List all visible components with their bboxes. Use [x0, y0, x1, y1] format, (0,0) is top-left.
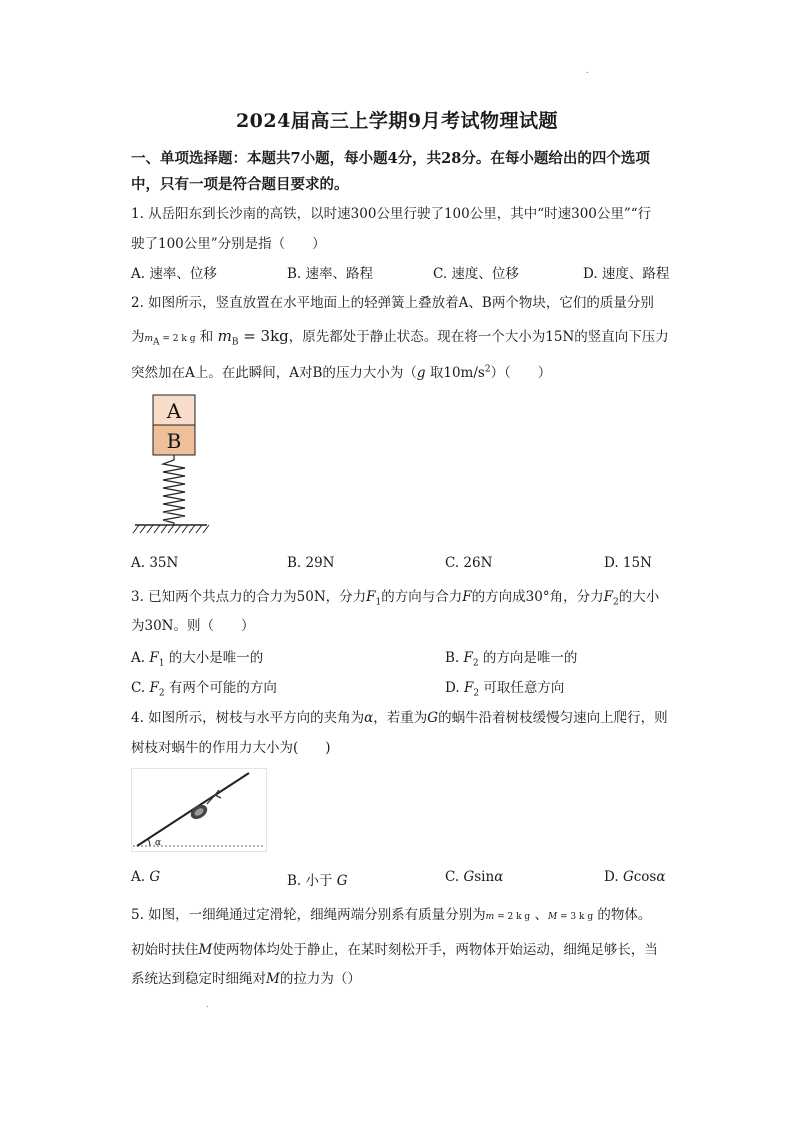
- q4-text: ，若重为: [373, 710, 428, 726]
- q3-sub: 1: [158, 658, 165, 669]
- q3-sub: 2: [472, 658, 479, 669]
- q4-g-symbol: G: [622, 869, 634, 885]
- q3-f-symbol: F: [462, 589, 472, 605]
- q5-text: 、: [530, 907, 548, 923]
- q4-option-d: [604, 869, 665, 885]
- page-title: 2024届高三上学期9月考试物理试题: [235, 110, 559, 132]
- q3-option-a: [131, 646, 263, 669]
- q5-capm-symbol: M: [198, 942, 213, 958]
- q3-text: 3. 已知两个共点力的合力为50N，分力: [131, 589, 367, 605]
- q2-text: ）（ ）: [490, 365, 552, 381]
- q5-text: 的拉力为（）: [279, 971, 361, 987]
- angle-label: α: [155, 838, 162, 848]
- q3-f-symbol: F: [149, 680, 159, 696]
- q3-text: 的方向是唯一的: [482, 650, 578, 666]
- q2-stem-line2: [131, 325, 669, 348]
- q2-text: 突然加在A上。在此瞬间，A对B的压力大小为（: [131, 365, 417, 381]
- q4-text: A.: [131, 869, 150, 885]
- q4-text: 的蜗牛沿着树枝缓慢匀速向上爬行，则: [438, 710, 668, 726]
- q2-ma-symbol: m: [144, 334, 154, 344]
- footer-dot: .: [206, 1000, 209, 1009]
- q2-option-b: B. 29N: [287, 555, 335, 571]
- q3-text: B.: [445, 650, 460, 666]
- q5-m-value: = 2 k g: [494, 912, 531, 922]
- q3-stem-line2: 为30N。则（ ）: [131, 618, 255, 634]
- angle-arc: [148, 839, 150, 846]
- q3-text: A.: [131, 650, 146, 666]
- header-dot: .: [586, 66, 589, 75]
- q2-g-sup: 2: [484, 364, 491, 375]
- q4-option-a: [131, 869, 160, 885]
- spring: [163, 455, 185, 525]
- q5-stem-line2: [131, 938, 658, 958]
- q4-stem-line1: [131, 706, 668, 726]
- q3-stem-line1: [131, 585, 659, 608]
- q1-option-d: D. 速度、路程: [583, 266, 670, 282]
- q2-ma-sub: A: [153, 337, 160, 348]
- q4-stem-line2: 树枝对蜗牛的作用力大小为( ): [131, 740, 331, 756]
- q5-text: 5. 如图，一细绳通过定滑轮，细绳两端分别系有质量分别为: [131, 907, 486, 923]
- q3-text: 可取任意方向: [483, 680, 565, 696]
- q3-text: 的方向成30°角，分力: [471, 589, 604, 605]
- q5-capm-value: = 3 k g: [557, 912, 594, 922]
- ground-hatching: [133, 525, 209, 533]
- q5-stem-line1: [131, 903, 651, 923]
- q2-stem-line1: 2. 如图所示，竖直放置在水平地面上的轻弹簧上叠放着A、B两个物块，它们的质量分别: [131, 295, 654, 311]
- q4-g-symbol: G: [427, 710, 439, 726]
- q1-stem-line2: 驶了100公里”分别是指（ ）: [131, 236, 326, 252]
- q4-text: cos: [633, 869, 657, 885]
- section-heading: 一、单项选择题：本题共7小题，每小题4分，共28分。在每小题给出的四个选项中，只有一项是符合题目要求的。: [131, 150, 650, 193]
- q2-stem-line3: [131, 361, 551, 381]
- q3-text: 的大小: [618, 589, 660, 605]
- q4-option-c: [445, 869, 503, 885]
- q5-stem-line3: [131, 967, 361, 987]
- block-b-label: B: [166, 429, 182, 453]
- q1-stem-line1: 1. 从岳阳东到长沙南的高铁，以时速300公里行驶了100公里，其中“时速300公里”“行: [131, 206, 652, 222]
- q3-sub: 1: [375, 597, 382, 608]
- q5-m-symbol: m: [485, 912, 495, 922]
- q4-alpha-symbol: α: [656, 869, 666, 885]
- q4-g-symbol: G: [336, 873, 348, 889]
- q2-option-a: A. 35N: [131, 555, 179, 571]
- q4-text: D.: [604, 869, 623, 885]
- q4-g-symbol: G: [463, 869, 475, 885]
- q1-option-c: C. 速度、位移: [433, 266, 519, 282]
- q1-option-a: A. 速率、位移: [131, 266, 217, 282]
- q2-g-symbol: g: [416, 365, 426, 381]
- q2-mb-symbol: m: [217, 327, 232, 345]
- q3-option-b: [445, 646, 577, 669]
- q3-f-symbol: F: [366, 589, 376, 605]
- q5-capm-symbol: M: [266, 971, 280, 987]
- q3-f-symbol: F: [149, 650, 159, 666]
- q2-option-c: C. 26N: [445, 555, 493, 571]
- q4-snail-branch-figure: [131, 768, 267, 852]
- q4-text: sin: [474, 869, 495, 885]
- q2-spring-blocks-figure: [130, 392, 214, 538]
- q2-text: ，原先都处于静止状态。现在将一个大小为15N的竖直向下压力: [288, 329, 669, 345]
- q2-text: 取10m/s: [425, 365, 485, 381]
- q3-text: D.: [445, 680, 460, 696]
- q3-sub: 2: [612, 597, 619, 608]
- q3-option-c: [131, 676, 277, 699]
- q3-sub: 2: [473, 688, 480, 699]
- q4-text: B. 小于: [287, 873, 337, 889]
- q3-f-symbol: F: [463, 650, 473, 666]
- q5-text: 初始时扶住: [131, 942, 199, 958]
- q5-text: 使两物体均处于静止，在某时刻松开手，两物体开始运动，细绳足够长，当: [212, 942, 658, 958]
- q4-option-b: [287, 869, 348, 889]
- q3-f-symbol: F: [463, 680, 474, 696]
- q3-option-d: [445, 676, 564, 699]
- q2-mb-sub: B: [231, 337, 239, 348]
- q5-text: 系统达到稳定时细绳对: [131, 971, 266, 987]
- q4-alpha-symbol: α: [494, 869, 504, 885]
- q3-text: C.: [131, 680, 146, 696]
- q2-text: 和: [195, 329, 218, 345]
- q5-capm-symbol: M: [547, 912, 558, 922]
- q3-text: 的大小是唯一的: [168, 650, 264, 666]
- q3-f-symbol: F: [603, 589, 613, 605]
- q4-g-symbol: G: [149, 869, 161, 885]
- q3-text: 有两个可能的方向: [168, 680, 277, 696]
- q1-option-b: B. 速率、路程: [287, 266, 374, 282]
- q3-sub: 2: [158, 688, 165, 699]
- q2-option-d: D. 15N: [604, 555, 652, 571]
- q2-text: 为: [131, 329, 145, 345]
- q5-text: 的物体。: [593, 907, 652, 923]
- q4-alpha-symbol: α: [364, 710, 374, 726]
- q4-text: 4. 如图所示，树枝与水平方向的夹角为: [131, 710, 365, 726]
- q3-text: 的方向与合力: [381, 589, 463, 605]
- q2-ma-value: = 2 k g: [159, 334, 196, 344]
- q4-text: C.: [445, 869, 464, 885]
- block-a-label: A: [166, 399, 182, 423]
- q2-mb-value: = 3kg: [238, 327, 289, 345]
